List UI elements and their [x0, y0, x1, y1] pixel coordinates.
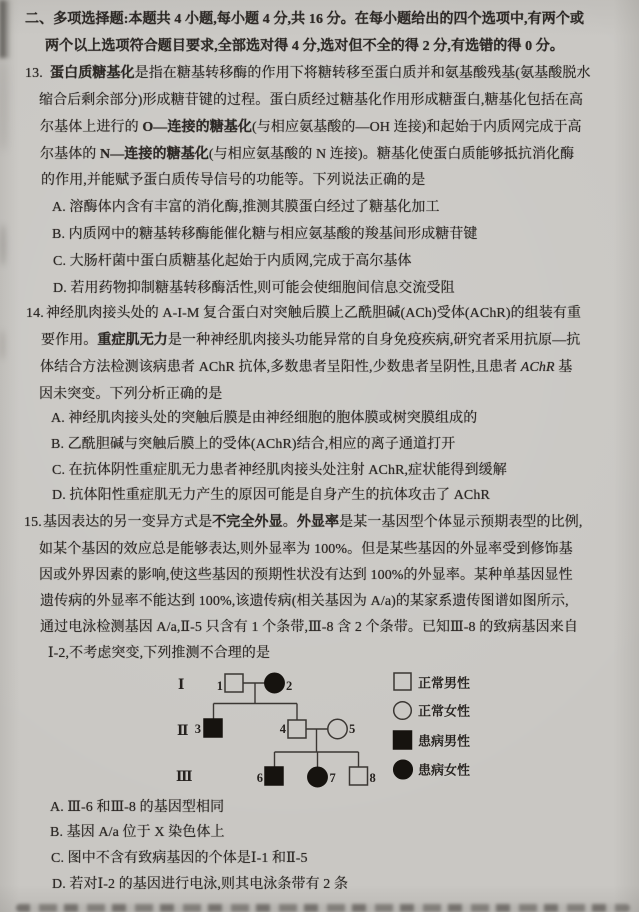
q13-option-a: A. 溶酶体内含有丰富的消化酶,推测其膜蛋白经过了糖基化加工 [52, 200, 440, 215]
q15-option-c: C. 图中不含有致病基因的个体是Ⅰ-1 和Ⅱ-5 [51, 851, 308, 866]
scan-smudge [0, 60, 7, 150]
pedigree-individual-II-3 [204, 719, 222, 737]
legend-normal-female-label: 正常女性 [418, 703, 471, 719]
pedigree-individual-III-6 [265, 767, 283, 785]
pedigree-connector-lines [214, 683, 359, 768]
q13-number: 13. [25, 66, 43, 81]
pedigree-diagram [160, 660, 480, 802]
pedigree-individual-II-5 [328, 719, 347, 738]
generation-label-2: Ⅱ [177, 723, 189, 738]
q13-stem-line-3: 尔基体上进行的 O—连接的糖基化(与相应氨基酸的—OH 连接)和起始于内质网完成于高 [40, 120, 582, 135]
q14-stem-line-3: 体结合方法检测该病患者 AChR 抗体,多数患者呈阳性,少数患者呈阴性,且患者 AChR 基 [40, 360, 573, 375]
legend-affected-male-icon [394, 731, 412, 749]
generation-label-1: Ⅰ [178, 677, 185, 692]
section-header-line-1: 二、多项选择题:本题共 4 小题,每小题 4 分,共 16 分。在每小题给出的四个选项中,有两个或 [25, 12, 585, 27]
q15-stem-line-4: 遗传病的外显率不能达到 100%,该遗传病(相关基因为 A/a)的某家系遗传图谱如图所示, [40, 594, 569, 609]
q14-option-d: D. 抗体阳性重症肌无力产生的原因可能是自身产生的抗体攻击了 AChR [52, 488, 490, 503]
q13-option-d: D. 若用药物抑制糖基转移酶活性,则可能会使细胞间信息交流受阻 [53, 281, 455, 296]
pedigree-individual-I-2 [265, 673, 284, 692]
q15-stem-line-1: 基因表达的另一变异方式是不完全外显。外显率是某一基因型个体显示预期表型的比例, [43, 515, 583, 530]
pedigree-number-III-6: 6 [256, 771, 263, 785]
pedigree-individual-III-7 [308, 767, 327, 786]
generation-label-3: Ⅲ [176, 769, 193, 784]
q15-stem-line-2: 如某个基因的效应总是能够表达,则外显率为 100%。但是某些基因的外显率受到修饰基 [39, 542, 573, 557]
q14-number: 14. [26, 306, 44, 321]
legend-affected-male-label: 患病男性 [418, 733, 471, 749]
pedigree-number-I-1: 1 [216, 679, 223, 693]
q15-option-d: D. 若对Ⅰ-2 的基因进行电泳,则其电泳条带有 2 条 [52, 877, 349, 892]
pedigree-number-II-5: 5 [349, 722, 356, 736]
q15-option-b: B. 基因 A/a 位于 X 染色体上 [50, 825, 225, 840]
q14-stem-line-1: 神经肌肉接头处的 A-I-M 复合蛋白对突触后膜上乙酰胆碱(ACh)受体(AChR)的组装有重 [46, 306, 582, 321]
q13-stem-line-2: 缩合后剩余部分)形成糖苷键的过程。蛋白质经过糖基化作用形成糖蛋白,糖基化包括在高 [39, 93, 584, 108]
q13-stem-line-4: 尔基体的 N—连接的糖基化(与相应氨基酸的 N 连接)。糖基化使蛋白质能够抵抗消化酶 [40, 147, 575, 162]
pedigree-individual-I-1 [225, 674, 243, 692]
q15-number: 15. [24, 515, 42, 530]
legend-normal-male-icon [394, 673, 411, 690]
scan-smudge [0, 330, 5, 360]
q15-option-a: A. Ⅲ-6 和Ⅲ-8 的基因型相同 [50, 800, 225, 815]
pedigree-individual-II-4 [288, 720, 306, 738]
q13-option-c: C. 大肠杆菌中蛋白质糖基化起始于内质网,完成于高尔基体 [53, 254, 412, 269]
q13-option-b: B. 内质网中的糖基转移酶能催化糖与相应氨基酸的羧基间形成糖苷键 [52, 227, 478, 242]
q15-stem-line-3: 因或外界因素的影响,使这些基因的预期性状没有达到 100%的外显率。某种单基因显性 [39, 568, 573, 583]
legend-affected-female-icon [394, 760, 413, 779]
q14-stem-line-4: 因未突变。下列分析正确的是 [39, 387, 223, 402]
q14-stem-line-2: 要作用。重症肌无力是一种神经肌肉接头功能异常的自身免疫疾病,研究者采用抗原—抗 [41, 333, 581, 348]
legend-affected-female-label: 患病女性 [418, 762, 471, 778]
q15-stem-line-6: Ⅰ-2,不考虑突变,下列推测不合理的是 [48, 646, 271, 661]
pedigree-number-II-3: 3 [194, 722, 201, 736]
pedigree-number-II-4: 4 [279, 722, 286, 736]
q14-option-a: A. 神经肌肉接头处的突触后膜是由神经细胞的胞体膜或树突膜组成的 [51, 411, 478, 426]
pedigree-number-I-2: 2 [286, 679, 293, 693]
scan-smudge [0, 224, 6, 266]
legend-normal-male-label: 正常男性 [418, 675, 471, 691]
pedigree-individual-III-8 [350, 767, 368, 785]
q14-option-b: B. 乙酰胆碱与突触后膜上的受体(AChR)结合,相应的离子通道打开 [51, 437, 456, 452]
section-header-line-2: 两个以上选项符合题目要求,全部选对得 4 分,选对但不全的得 2 分,有选错的得 0 分。 [45, 39, 564, 54]
scan-edge-shadow [0, 0, 11, 58]
pedigree-number-III-8: 8 [369, 771, 376, 785]
q13-stem-line-1: 蛋白质糖基化是指在糖基转移酶的作用下将糖转移至蛋白质并和氨基酸残基(氨基酸脱水 [50, 66, 591, 81]
q13-stem-line-5: 的作用,并能赋予蛋白质传导信号的功能等。下列说法正确的是 [41, 173, 426, 188]
pedigree-number-III-7: 7 [329, 771, 336, 785]
legend-normal-female-icon [394, 702, 412, 720]
q14-option-c: C. 在抗体阴性重症肌无力患者神经肌肉接头处注射 AChR,症状能得到缓解 [52, 463, 507, 478]
cropped-next-line [16, 904, 630, 912]
q15-stem-line-5: 通过电泳检测基因 A/a,Ⅱ-5 只含有 1 个条带,Ⅲ-8 含 2 个条带。已知Ⅲ-8 的致病基因来自 [40, 620, 578, 635]
